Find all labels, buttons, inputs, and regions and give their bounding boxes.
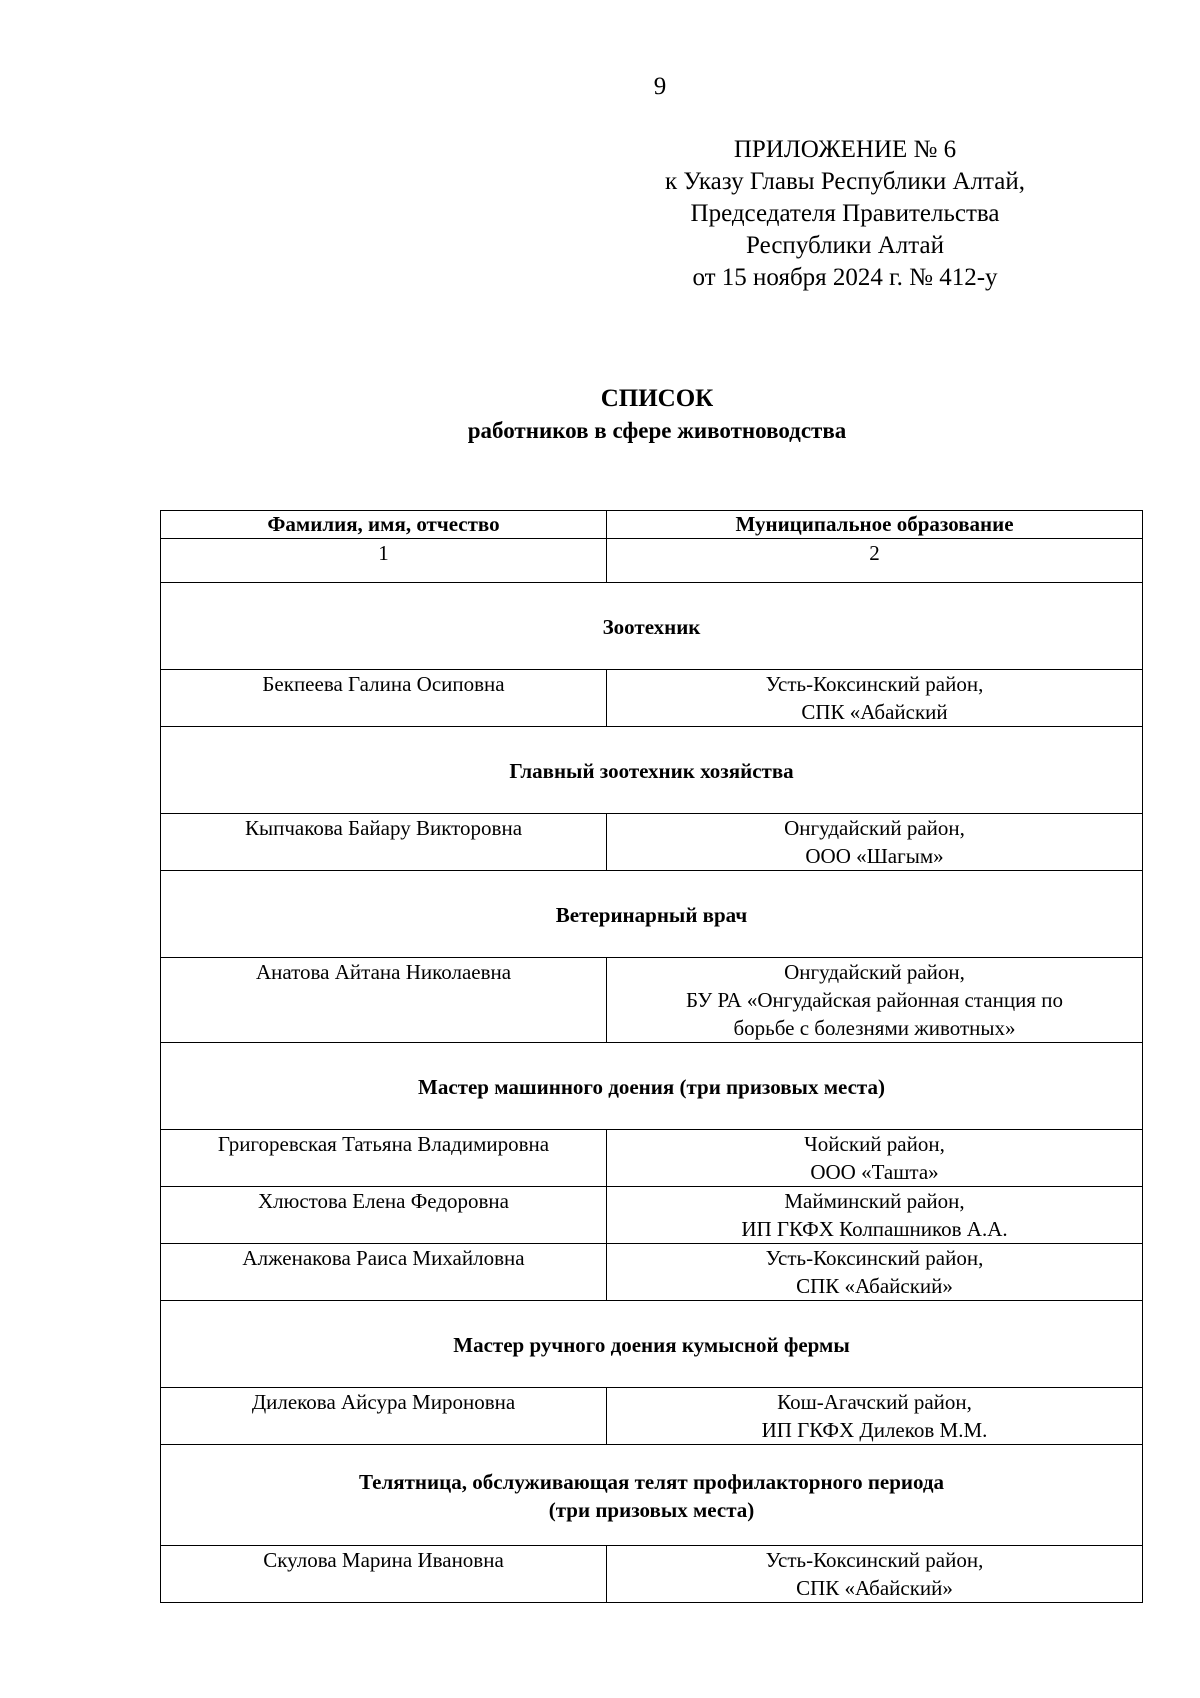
page-number: 9 [653, 73, 667, 100]
municipality [607, 814, 1143, 871]
municipality-line: ИП ГКФХ Дилеков М.М. [761, 1418, 988, 1442]
section-title [161, 1445, 1143, 1546]
table-row [161, 1130, 1143, 1187]
municipality [607, 1244, 1143, 1301]
section-title-line: Мастер машинного доения (три призовых места) [418, 1075, 885, 1099]
municipality [607, 1546, 1143, 1603]
table-row [161, 1546, 1143, 1603]
municipality-line: СПК «Абайский» [796, 1576, 953, 1600]
person-name: Скулова Марина Ивановна [161, 1546, 607, 1603]
appendix-line: от 15 ноября 2024 г. № 412-у [692, 264, 998, 291]
table-row [161, 958, 1143, 1043]
header-full-name: Фамилия, имя, отчество [161, 511, 607, 539]
table-row [161, 1388, 1143, 1445]
municipality-line: Усть-Коксинский район, [765, 1548, 984, 1572]
municipality [607, 1388, 1143, 1445]
municipality [607, 958, 1143, 1043]
municipality-line: СПК «Абайский [801, 700, 948, 724]
section-title [161, 727, 1143, 814]
municipality-line: ООО «Ташта» [810, 1160, 939, 1184]
municipality-line: СПК «Абайский» [796, 1274, 953, 1298]
section-title-line: Зоотехник [602, 615, 701, 639]
municipality [607, 670, 1143, 727]
title-subtitle: работников в сфере животноводства [467, 418, 847, 443]
person-name: Алженакова Раиса Михайловна [161, 1244, 607, 1301]
section-row [161, 1445, 1143, 1546]
header-municipality: Муниципальное образование [607, 511, 1143, 539]
municipality-line: Усть-Коксинский район, [765, 1246, 984, 1270]
table-body [161, 539, 1143, 1603]
section-row [161, 583, 1143, 670]
section-row [161, 727, 1143, 814]
person-name: Григоревская Татьяна Владимировна [161, 1130, 607, 1187]
municipality-line: борьбе с болезнями животных» [733, 1016, 1016, 1040]
municipality [607, 1187, 1143, 1244]
section-title-line: Мастер ручного доения кумысной фермы [453, 1333, 850, 1357]
table-header-row [161, 511, 1143, 539]
municipality-line: Онгудайский район, [784, 816, 965, 840]
table-row [161, 1187, 1143, 1244]
column-number-row [161, 539, 1143, 583]
appendix-line: ПРИЛОЖЕНИЕ № 6 [733, 136, 957, 163]
title-main: СПИСОК [600, 385, 714, 412]
section-row [161, 1301, 1143, 1388]
section-row [161, 871, 1143, 958]
person-name: Анатова Айтана Николаевна [161, 958, 607, 1043]
workers-table [160, 510, 1143, 1603]
municipality-line: ИП ГКФХ Колпашников А.А. [741, 1217, 1008, 1241]
municipality-line: Майминский район, [784, 1189, 965, 1213]
municipality [607, 1130, 1143, 1187]
appendix-header [610, 134, 1080, 294]
municipality-line: Чойский район, [804, 1132, 945, 1156]
appendix-line: Республики Алтай [746, 232, 944, 259]
person-name: Кыпчакова Байару Викторовна [161, 814, 607, 871]
section-title-line: Главный зоотехник хозяйства [509, 759, 794, 783]
person-name: Хлюстова Елена Федоровна [161, 1187, 607, 1244]
section-title-line: Телятница, обслуживающая телят профилакторного периода [358, 1470, 945, 1494]
municipality-line: Онгудайский район, [784, 960, 965, 984]
section-title-line: Ветеринарный врач [555, 903, 748, 927]
section-title [161, 583, 1143, 670]
column-number: 1 [161, 539, 607, 583]
municipality-line: Кош-Агачский район, [777, 1390, 972, 1414]
section-title-line: (три призовых места) [548, 1498, 755, 1522]
municipality-line: ООО «Шагым» [805, 844, 944, 868]
section-title [161, 871, 1143, 958]
municipality-line: Усть-Коксинский район, [765, 672, 984, 696]
column-number: 2 [607, 539, 1143, 583]
appendix-line: к Указу Главы Республики Алтай, [664, 168, 1025, 195]
section-row [161, 1043, 1143, 1130]
document-title [160, 383, 1154, 447]
section-title [161, 1301, 1143, 1388]
appendix-line: Председателя Правительства [690, 200, 1000, 227]
municipality-line: БУ РА «Онгудайская районная станция по [686, 988, 1063, 1012]
section-title [161, 1043, 1143, 1130]
table-row [161, 814, 1143, 871]
table-row [161, 670, 1143, 727]
table-row [161, 1244, 1143, 1301]
person-name: Бекпеева Галина Осиповна [161, 670, 607, 727]
person-name: Дилекова Айсура Мироновна [161, 1388, 607, 1445]
